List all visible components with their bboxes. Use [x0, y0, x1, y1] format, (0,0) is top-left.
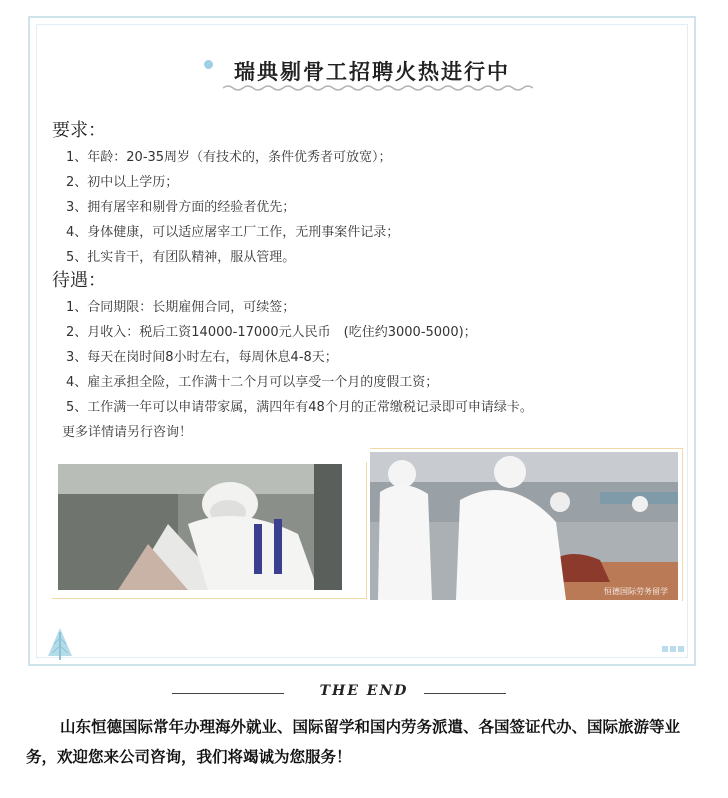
photo-watermark: 恒德国际劳务留学: [604, 587, 668, 596]
requirement-item: 3、拥有屠宰和剔骨方面的经验者优先；: [66, 200, 296, 215]
tree-icon: [46, 628, 74, 660]
photo-worker-left: [52, 462, 367, 599]
wave-divider-icon: [223, 84, 533, 92]
title-wrap: [30, 56, 694, 86]
poster-card: [28, 16, 696, 666]
benefit-item: 4、雇主承担全险，工作满十二个月可以享受一个月的度假工资；: [66, 375, 439, 390]
requirement-item: 4、身体健康，可以适应屠宰工厂工作，无刑事案件记录；: [66, 225, 400, 240]
poster-title: 瑞典剔骨工招聘火热进行中: [234, 59, 510, 84]
the-end-label: THE END: [319, 683, 409, 699]
footer-text: 山东恒德国际常年办理海外就业、国际留学和国内劳务派遣、各国签证代办、国际旅游等业务，欢迎您来公司咨询，我们将竭诚为您服务！: [26, 717, 681, 766]
benefit-item: 1、合同期限：长期雇佣合同，可续签；: [66, 300, 296, 315]
benefit-item: 5、工作满一年可以申请带家属，满四年有48个月的正常缴税记录即可申请绿卡。: [66, 400, 533, 415]
requirement-item: 2、初中以上学历；: [66, 175, 179, 190]
corner-dots-icon: [660, 637, 684, 656]
requirement-item: 5、扎实肯干，有团队精神，服从管理。: [66, 250, 296, 265]
requirements-heading: 要求：: [52, 120, 106, 141]
benefit-item: 2、月收入：税后工资14000-17000元人民币 (吃住约3000-5000)；: [66, 325, 477, 340]
more-info-text: 更多详情请另行咨询！: [62, 425, 193, 440]
photo-workers-right: [370, 448, 683, 601]
requirement-item: 1、年龄：20-35周岁（有技术的，条件优秀者可放宽）；: [66, 150, 392, 165]
benefit-item: 3、每天在岗时间8小时左右，每周休息4-8天；: [66, 350, 338, 365]
benefits-heading: 待遇：: [52, 270, 106, 291]
